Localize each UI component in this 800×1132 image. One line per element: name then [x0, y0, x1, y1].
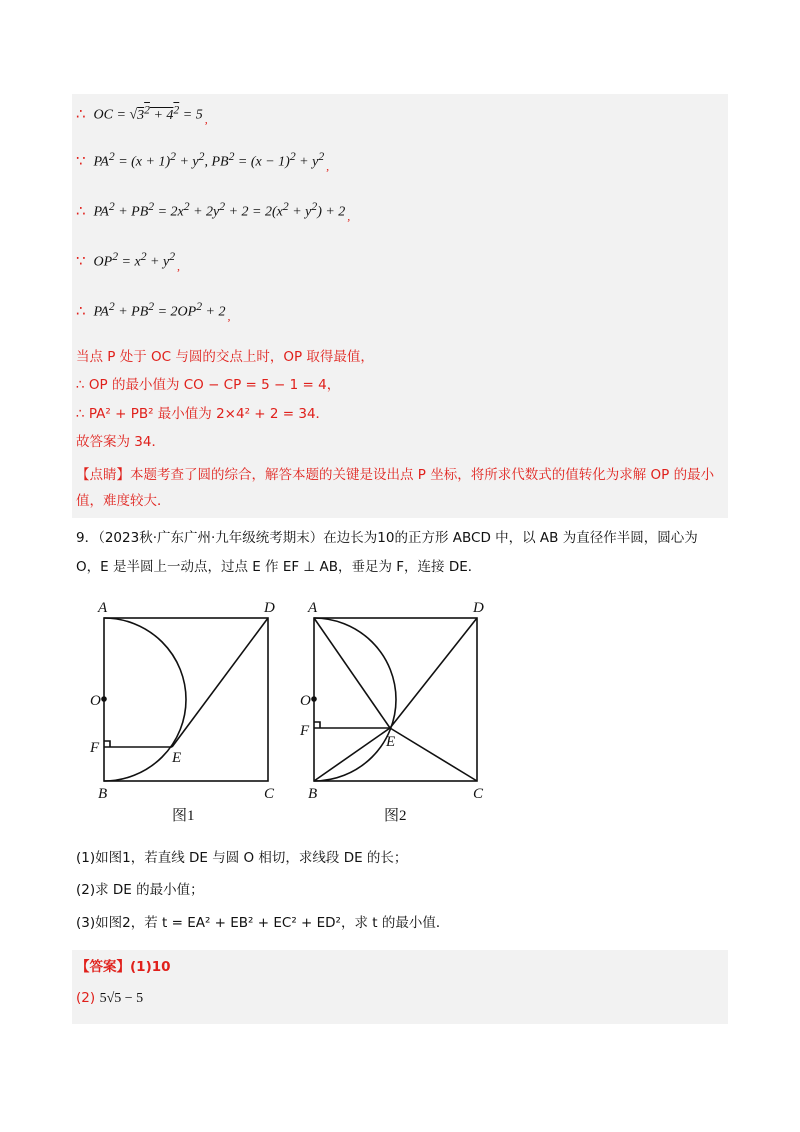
fig2-label-F: F	[300, 723, 310, 739]
fig2-label-E: E	[386, 734, 396, 750]
solution-line-4: ∵ $OP^2 = x^2 + y^2$,	[76, 250, 181, 273]
solution-line-5: ∴ $PA^2 + PB^2 = 2OP^2 + 2$ ,	[76, 300, 231, 323]
solution-line-1: ∴ OC = $√3^2 + 4^2 = 5$ ,	[76, 103, 208, 126]
answer-line-1	[76, 957, 171, 977]
solution-line-6: 当点 P 处于 OC 与圆的交点上时，OP 取得最值，	[76, 349, 374, 365]
fig1-label-E: E	[172, 750, 182, 766]
solution-line-8: ∴ PA² + PB² 最小值为 2×4² + 2 = 34．	[76, 406, 330, 422]
question-line-1	[76, 528, 698, 548]
fig2-center-O	[312, 697, 316, 701]
fig1-label-D: D	[264, 600, 275, 616]
fig2-label-D: D	[473, 600, 484, 616]
answer-2-value: 5√5 − 5	[99, 991, 144, 1006]
solution-line-3: ∴ $PA^2 + PB^2 = 2x^2 + 2y^2 + 2 = 2(x^2 + y^2) + 2$ ,	[76, 200, 351, 223]
fig1-label-B: B	[98, 786, 108, 802]
question-source: （2023秋·广东广州·九年级统考期末）	[98, 530, 324, 546]
fig1-right-angle	[104, 741, 110, 747]
solution-line-7: ∴ OP 的最小值为 CO − CP = 5 − 1 = 4，	[76, 377, 341, 393]
sub-question-1: (1)如图1，若直线 DE 与圆 O 相切，求线段 DE 的长；	[76, 850, 408, 866]
solution-line-2: ∵ $PA^2 = (x + 1)^2 + y^2$, $PB^2 = (x - 1)^2 + y^2$,	[76, 150, 330, 173]
fig2-label-A: A	[308, 600, 318, 616]
fig2-label-B: B	[308, 786, 318, 802]
answer-line-2	[76, 988, 143, 1009]
fig2-label-O: O	[300, 693, 311, 709]
question-line-2: O，E 是半圆上一动点，过点 E 作 EF ⊥ AB，垂足为 F，连接 DE．	[76, 559, 482, 575]
fig1-line-DE	[172, 618, 268, 747]
geometry-figures	[80, 598, 500, 828]
sub-question-3: (3)如图2，若 t = EA² + EB² + EC² + ED²，求 t 的最小值．	[76, 915, 450, 931]
fig2-semicircle	[314, 618, 396, 781]
fig1-center-O	[102, 697, 106, 701]
question-number: 9．	[76, 530, 99, 546]
fig1-label-O: O	[90, 693, 101, 709]
answer-1: (1)10	[130, 959, 171, 975]
fig2-caption: 图2	[384, 808, 407, 824]
answer-label: 【答案】	[76, 959, 130, 975]
fig2-line-EB	[314, 728, 390, 781]
solution-line-9: 故答案为 34．	[76, 434, 165, 450]
fig1-caption: 图1	[172, 808, 195, 824]
fig1-label-A: A	[98, 600, 108, 616]
fig2-line-ED	[390, 618, 477, 728]
solution-comment: 【点睛】本题考查了圆的综合，解答本题的关键是设出点 P 坐标，将所求代数式的值转化为求解 OP 的最小值，难度较大．	[76, 467, 715, 509]
answer-2-prefix: (2)	[76, 990, 96, 1006]
fig1-label-F: F	[90, 740, 100, 756]
fig2-line-EC	[390, 728, 477, 781]
fig2-line-EA	[314, 618, 390, 728]
question-text-1: 在边长为10的正方形 ABCD 中，以 AB 为直径作半圆，圆心为	[323, 530, 698, 546]
fig2-label-C: C	[473, 786, 484, 802]
sub-question-2: (2)求 DE 的最小值；	[76, 882, 204, 898]
figure-2	[312, 618, 477, 781]
fig2-right-angle	[314, 722, 320, 728]
figure-1	[102, 618, 268, 781]
fig1-label-C: C	[264, 786, 275, 802]
